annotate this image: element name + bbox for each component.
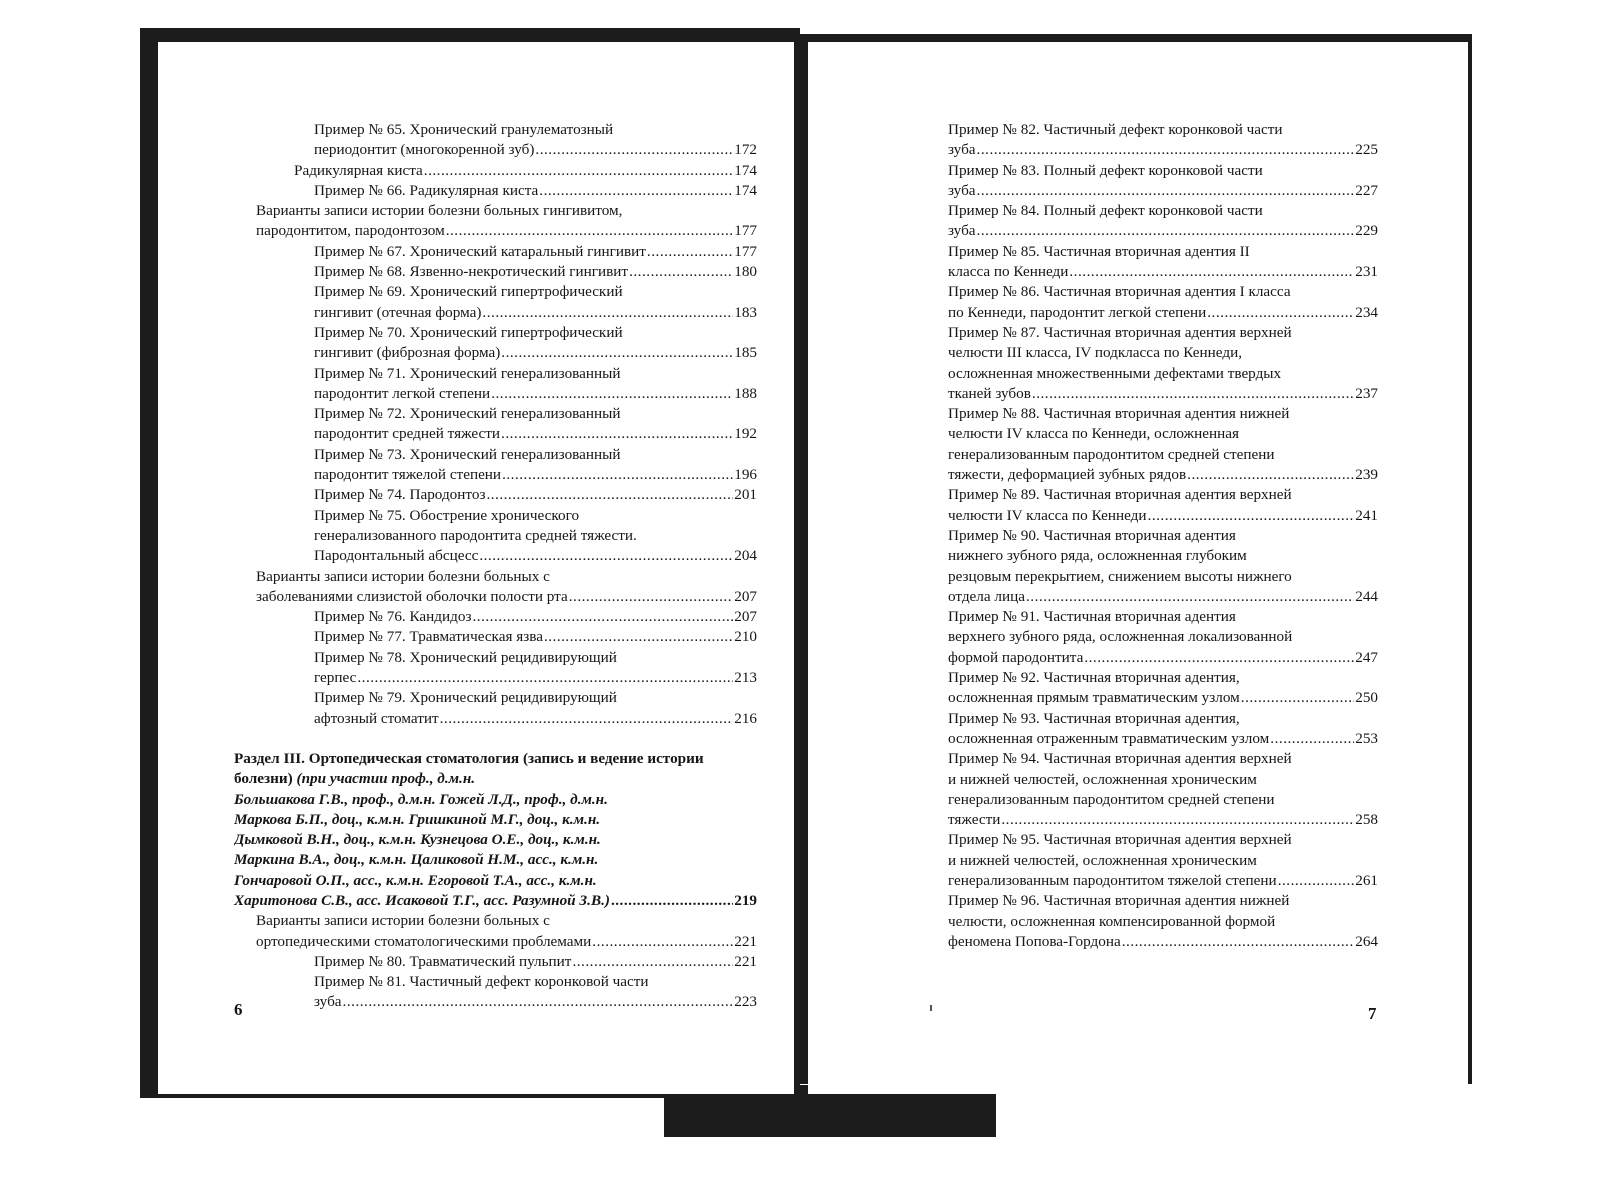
toc-entry-text: гингивит (отечная форма)	[314, 303, 482, 321]
toc-entry-line	[948, 384, 1378, 404]
toc-entry-text: Пример № 66. Радикулярная киста	[314, 181, 539, 199]
toc-entry-line	[314, 485, 757, 505]
toc-page-number: 227	[1355, 181, 1378, 199]
toc-entry-line	[314, 607, 757, 627]
toc-entry-text: по Кеннеди, пародонтит легкой степени	[948, 303, 1207, 321]
toc-page-number: 244	[1355, 587, 1378, 605]
dot-leader	[479, 546, 733, 566]
toc-page-number: 188	[734, 384, 757, 402]
toc-entry-line: Пример № 94. Частичная вторичная адентия верхней	[948, 750, 1292, 768]
toc-entry-text: периодонтит (многокоренной зуб)	[314, 141, 535, 159]
dot-leader	[1026, 587, 1354, 607]
toc-entry-line	[948, 729, 1378, 749]
toc-entry	[234, 323, 757, 364]
right-toc	[948, 120, 1378, 952]
toc-page-number: 221	[734, 932, 757, 950]
dot-leader	[572, 952, 733, 972]
dot-leader	[535, 140, 733, 160]
toc-entry-line: Пример № 69. Хронический гипертрофический	[314, 283, 623, 301]
dot-leader	[343, 992, 734, 1012]
toc-entry-text: зуба	[948, 181, 976, 199]
toc-entry	[234, 161, 757, 181]
toc-entry-line: Пример № 87. Частичная вторичная адентия верхней	[948, 323, 1292, 341]
toc-entry-line: и нижней челюстей, осложненная хроническим	[948, 770, 1257, 788]
section-contributors-line: (при участии проф., д.м.н.	[296, 770, 476, 788]
toc-entry-line: Пример № 85. Частичная вторичная адентия II	[948, 242, 1250, 260]
toc-entry-line: Пример № 71. Хронический генерализованный	[314, 364, 621, 382]
toc-entry-line	[314, 140, 757, 160]
toc-entry-line: Пример № 65. Хронический гранулематозный	[314, 121, 614, 138]
toc-entry	[234, 627, 757, 647]
dot-leader	[647, 242, 733, 262]
toc-entry-line	[314, 343, 757, 363]
toc-entry-text: осложненная прямым травматическим узлом	[948, 689, 1240, 707]
dot-leader	[1001, 810, 1354, 830]
toc-entry-line	[256, 221, 757, 241]
dot-leader	[1122, 932, 1355, 952]
dot-leader	[539, 181, 733, 201]
toc-page-number: 258	[1355, 811, 1378, 829]
toc-entry-text: зуба	[314, 993, 342, 1011]
toc-entry	[234, 485, 757, 505]
toc-entry-text: ортопедическими стоматологическими проблемами	[256, 932, 592, 950]
toc-entry-line: Пример № 86. Частичная вторичная адентия I класса	[948, 283, 1291, 301]
section-contributors-text: Харитонова С.В., асс. Исаковой Т.Г., асс. Разумной З.В.)	[234, 891, 610, 909]
toc-entry-line	[294, 161, 757, 181]
toc-page-number: 183	[734, 303, 757, 321]
dot-leader	[629, 262, 733, 282]
toc-entry-line	[314, 668, 757, 688]
dot-leader	[424, 161, 733, 181]
toc-page-number: 225	[1355, 141, 1378, 159]
toc-entry-text: класса по Кеннеди	[948, 263, 1069, 281]
toc-entry-line	[948, 262, 1378, 282]
toc-entry	[948, 749, 1378, 830]
toc-entry-line	[314, 242, 757, 262]
toc-page-number: 261	[1355, 871, 1378, 889]
toc-entry-text: тяжести	[948, 811, 1001, 829]
toc-entry-line: Пример № 93. Частичная вторичная адентия,	[948, 709, 1240, 727]
toc-entry-line	[948, 871, 1378, 891]
toc-entry-line: Варианты записи истории болезни больных с	[256, 567, 550, 585]
toc-entry-text: афтозный стоматит	[314, 709, 439, 727]
toc-entry-line	[314, 465, 757, 485]
toc-entry-line: Пример № 92. Частичная вторичная адентия,	[948, 669, 1240, 687]
toc-entry	[234, 181, 757, 201]
toc-entry-text: герпес	[314, 669, 357, 687]
scan-speck	[930, 1005, 932, 1011]
toc-entry-text: зуба	[948, 222, 976, 240]
toc-page-number: 192	[734, 425, 757, 443]
toc-page-number: 174	[734, 161, 757, 179]
section-contributors-line: Дымковой В.Н., доц., к.м.н. Кузнецова О.Е., доц., к.м.н.	[234, 831, 601, 849]
toc-entry	[948, 485, 1378, 526]
left-page	[158, 42, 794, 1094]
toc-entry-text: Пример № 76. Кандидоз	[314, 608, 472, 626]
toc-entry-line	[948, 506, 1378, 526]
dot-leader	[977, 140, 1355, 160]
toc-page-number: 229	[1355, 222, 1378, 240]
toc-entry-text: тканей зубов	[948, 384, 1031, 402]
toc-entry-line: Пример № 95. Частичная вторичная адентия верхней	[948, 831, 1292, 849]
toc-entry	[948, 830, 1378, 891]
toc-entry-line: Пример № 79. Хронический рецидивирующий	[314, 689, 617, 707]
toc-page-number: 247	[1355, 648, 1378, 666]
toc-page-number: 234	[1355, 303, 1378, 321]
toc-entry-line: челюсти IV класса по Кеннеди, осложненная	[948, 425, 1239, 443]
toc-entry-line	[314, 627, 757, 647]
toc-entry-line: Пример № 78. Хронический рецидивирующий	[314, 648, 617, 666]
toc-entry-line	[314, 424, 757, 444]
toc-entry	[234, 607, 757, 627]
toc-page-number: 221	[734, 952, 757, 970]
dot-leader	[977, 181, 1355, 201]
toc-entry-line	[948, 181, 1378, 201]
toc-entry	[234, 567, 757, 608]
toc-entry-line: Пример № 82. Частичный дефект коронковой части	[948, 121, 1283, 138]
toc-entry	[948, 161, 1378, 202]
toc-entry-line: генерализованным пародонтитом средней степени	[948, 445, 1275, 463]
toc-entry-line	[314, 303, 757, 323]
toc-entry	[948, 201, 1378, 242]
toc-entry-line	[314, 952, 757, 972]
toc-entry-text: пародонтитом, пародонтозом	[256, 222, 445, 240]
toc-entry-line	[948, 688, 1378, 708]
toc-entry	[234, 262, 757, 282]
toc-entry	[948, 607, 1378, 668]
page-number-left: 6	[234, 1000, 243, 1019]
toc-entry-line: Пример № 72. Хронический генерализованный	[314, 405, 621, 423]
toc-entry-text: осложненная отраженным травматическим узлом	[948, 729, 1270, 747]
dot-leader	[1187, 465, 1354, 485]
toc-entry-text: Радикулярная киста	[294, 161, 423, 179]
left-toc	[234, 120, 757, 1013]
toc-page-number: 207	[734, 608, 757, 626]
page-number-right: 7	[1368, 1004, 1377, 1023]
toc-entry-line: Пример № 91. Частичная вторичная адентия	[948, 608, 1236, 626]
toc-page-number: 231	[1355, 263, 1378, 281]
toc-page-number: 264	[1355, 932, 1378, 950]
dot-leader	[1270, 729, 1354, 749]
toc-entry-line: резцовым перекрытием, снижением высоты нижнего	[948, 567, 1292, 585]
dot-leader	[1278, 871, 1355, 891]
toc-entry-line: Пример № 81. Частичный дефект коронковой части	[314, 973, 649, 991]
toc-entry	[948, 709, 1378, 750]
toc-page-number: 213	[734, 669, 757, 687]
toc-entry	[234, 688, 757, 729]
toc-entry-line: осложненная множественными дефектами твердых	[948, 364, 1282, 382]
dot-leader	[472, 607, 733, 627]
dot-leader	[501, 424, 733, 444]
dot-leader	[502, 465, 733, 485]
dot-leader	[491, 384, 733, 404]
toc-entry-line	[314, 262, 757, 282]
toc-page-number: 196	[734, 466, 757, 484]
toc-entry-line	[948, 648, 1378, 668]
toc-page-number: 185	[734, 344, 757, 362]
toc-entry-text: отдела лица	[948, 587, 1025, 605]
toc-page-number: 180	[734, 263, 757, 281]
toc-entry-line: и нижней челюстей, осложненная хроническим	[948, 851, 1257, 869]
dot-leader	[357, 668, 733, 688]
toc-entry	[234, 404, 757, 445]
section-title: Раздел III. Ортопедическая стоматология (запись и ведение истории болезни) (при участии проф., д.м.н.	[234, 749, 704, 788]
toc-entry-text: зуба	[948, 141, 976, 159]
toc-page-number: 237	[1355, 384, 1378, 402]
toc-page-number: 201	[734, 486, 757, 504]
toc-entry-line	[948, 810, 1378, 830]
toc-entry-line: генерализованного пародонтита средней тяжести.	[314, 526, 637, 544]
toc-entry-text: пародонтит средней тяжести	[314, 425, 501, 443]
section-contributors-line: Маркина В.А., доц., к.м.н. Цаликовой Н.М., асс., к.м.н.	[234, 851, 599, 869]
toc-entry-text: генерализованным пародонтитом тяжелой степени	[948, 871, 1277, 889]
toc-entry-line: нижнего зубного ряда, осложненная глубоким	[948, 547, 1247, 565]
toc-entry-line	[314, 384, 757, 404]
dot-leader	[1207, 303, 1354, 323]
toc-entry	[234, 952, 757, 972]
dot-leader	[440, 709, 734, 729]
right-page	[808, 42, 1468, 1094]
toc-entry	[234, 445, 757, 486]
toc-entry-line: Варианты записи истории болезни больных с	[256, 912, 550, 930]
toc-entry-text: Пример № 67. Хронический катаральный гингивит	[314, 242, 646, 260]
toc-page-number: 174	[734, 181, 757, 199]
toc-page-number: 177	[734, 242, 757, 260]
dot-leader	[611, 891, 733, 911]
toc-entry	[234, 282, 757, 323]
toc-entry-line: Пример № 84. Полный дефект коронковой части	[948, 202, 1263, 220]
toc-entry-text: заболеваниями слизистой оболочки полости рта	[256, 587, 568, 605]
section-contributors-line: Большакова Г.В., проф., д.м.н. Гожей Л.Д., проф., д.м.н.	[234, 790, 608, 808]
toc-entry-line: челюсти III класса, IV подкласса по Кеннеди,	[948, 344, 1242, 362]
toc-entry-line: Пример № 70. Хронический гипертрофический	[314, 323, 623, 341]
toc-page-number: 204	[734, 547, 757, 565]
toc-entry	[948, 323, 1378, 404]
toc-entry-line	[948, 932, 1378, 952]
toc-entry	[948, 242, 1378, 283]
toc-entry-text: тяжести, деформацией зубных рядов	[948, 466, 1187, 484]
section-contributors-line: Гончаровой О.П., асс., к.м.н. Егоровой Т.А., асс., к.м.н.	[234, 871, 597, 889]
toc-entry	[948, 668, 1378, 709]
toc-entry	[234, 911, 757, 952]
dot-leader	[592, 932, 733, 952]
toc-entry-text: Пример № 77. Травматическая язва	[314, 628, 543, 646]
dot-leader	[1148, 506, 1355, 526]
toc-entry	[948, 404, 1378, 485]
toc-entry-line	[314, 181, 757, 201]
toc-entry-line: Пример № 83. Полный дефект коронковой части	[948, 161, 1263, 179]
toc-entry-line	[948, 221, 1378, 241]
toc-page-number: 223	[734, 993, 757, 1011]
toc-entry	[948, 526, 1378, 607]
dot-leader	[446, 221, 734, 241]
toc-entry-text: гингивит (фиброзная форма)	[314, 344, 501, 362]
dot-leader	[482, 303, 733, 323]
toc-entry-line: Пример № 75. Обострение хронического	[314, 506, 580, 524]
toc-entry-line	[948, 465, 1378, 485]
toc-entry	[948, 891, 1378, 952]
toc-entry-text: пародонтит легкой степени	[314, 384, 491, 402]
dot-leader	[1032, 384, 1354, 404]
toc-entry	[234, 120, 757, 161]
toc-entry	[234, 364, 757, 405]
toc-entry-line: Пример № 96. Частичная вторичная адентия нижней	[948, 892, 1290, 910]
dot-leader	[977, 221, 1355, 241]
toc-entry	[234, 972, 757, 1013]
dot-leader	[501, 343, 733, 363]
toc-entry-line: верхнего зубного ряда, осложненная локализованной	[948, 628, 1293, 646]
toc-page-number: 250	[1355, 689, 1378, 707]
section-contributors-line	[234, 891, 757, 911]
section-heading	[234, 749, 757, 911]
toc-page-number: 177	[734, 222, 757, 240]
toc-entry	[234, 242, 757, 262]
toc-page-number: 172	[734, 141, 757, 159]
toc-entry-line	[314, 992, 757, 1012]
toc-entry-line	[948, 587, 1378, 607]
toc-entry-text: Пример № 74. Пародонтоз	[314, 486, 486, 504]
toc-entry-text: челюсти IV класса по Кеннеди	[948, 506, 1147, 524]
toc-page-number: 241	[1355, 506, 1378, 524]
toc-entry-line: Варианты записи истории болезни больных гингивитом,	[256, 202, 623, 220]
dot-leader	[486, 485, 733, 505]
toc-entry-line: Пример № 89. Частичная вторичная адентия верхней	[948, 486, 1292, 504]
toc-entry-text: пародонтит тяжелой степени	[314, 466, 502, 484]
toc-entry-line	[256, 587, 757, 607]
toc-entry-text: формой пародонтита	[948, 648, 1084, 666]
toc-entry-line: генерализованным пародонтитом средней степени	[948, 790, 1275, 808]
dot-leader	[569, 587, 734, 607]
toc-entry	[234, 201, 757, 242]
dot-leader	[544, 627, 733, 647]
toc-page-number: 210	[734, 628, 757, 646]
toc-entry-text: Пример № 80. Травматический пульпит	[314, 952, 572, 970]
toc-entry-line	[948, 140, 1378, 160]
toc-page-number: 219	[734, 891, 757, 909]
toc-entry-line: Пример № 90. Частичная вторичная адентия	[948, 526, 1236, 544]
toc-entry	[948, 282, 1378, 323]
toc-page-number: 239	[1355, 466, 1378, 484]
toc-entry-line: Пример № 73. Хронический генерализованный	[314, 445, 621, 463]
toc-entry	[234, 648, 757, 689]
dot-leader	[1241, 688, 1354, 708]
toc-entry-line: Пример № 88. Частичная вторичная адентия нижней	[948, 405, 1290, 423]
section-contributors-line: Маркова Б.П., доц., к.м.н. Гришкиной М.Г., доц., к.м.н.	[234, 810, 601, 828]
toc-entry-line	[314, 546, 757, 566]
dot-leader	[1069, 262, 1354, 282]
toc-entry	[948, 120, 1378, 161]
toc-page-number: 207	[734, 587, 757, 605]
toc-entry	[234, 506, 757, 567]
toc-entry-line	[256, 932, 757, 952]
toc-page-number: 216	[734, 709, 757, 727]
toc-entry-text: Пародонтальный абсцесс	[314, 547, 479, 565]
toc-entry-text: Пример № 68. Язвенно-некротический гингивит	[314, 263, 629, 281]
toc-entry-line	[948, 303, 1378, 323]
toc-page-number: 253	[1355, 729, 1378, 747]
dot-leader	[1084, 648, 1354, 668]
toc-entry-text: феномена Попова-Гордона	[948, 932, 1121, 950]
toc-entry-line	[314, 709, 757, 729]
toc-entry-line: челюсти, осложненная компенсированной формой	[948, 912, 1276, 930]
